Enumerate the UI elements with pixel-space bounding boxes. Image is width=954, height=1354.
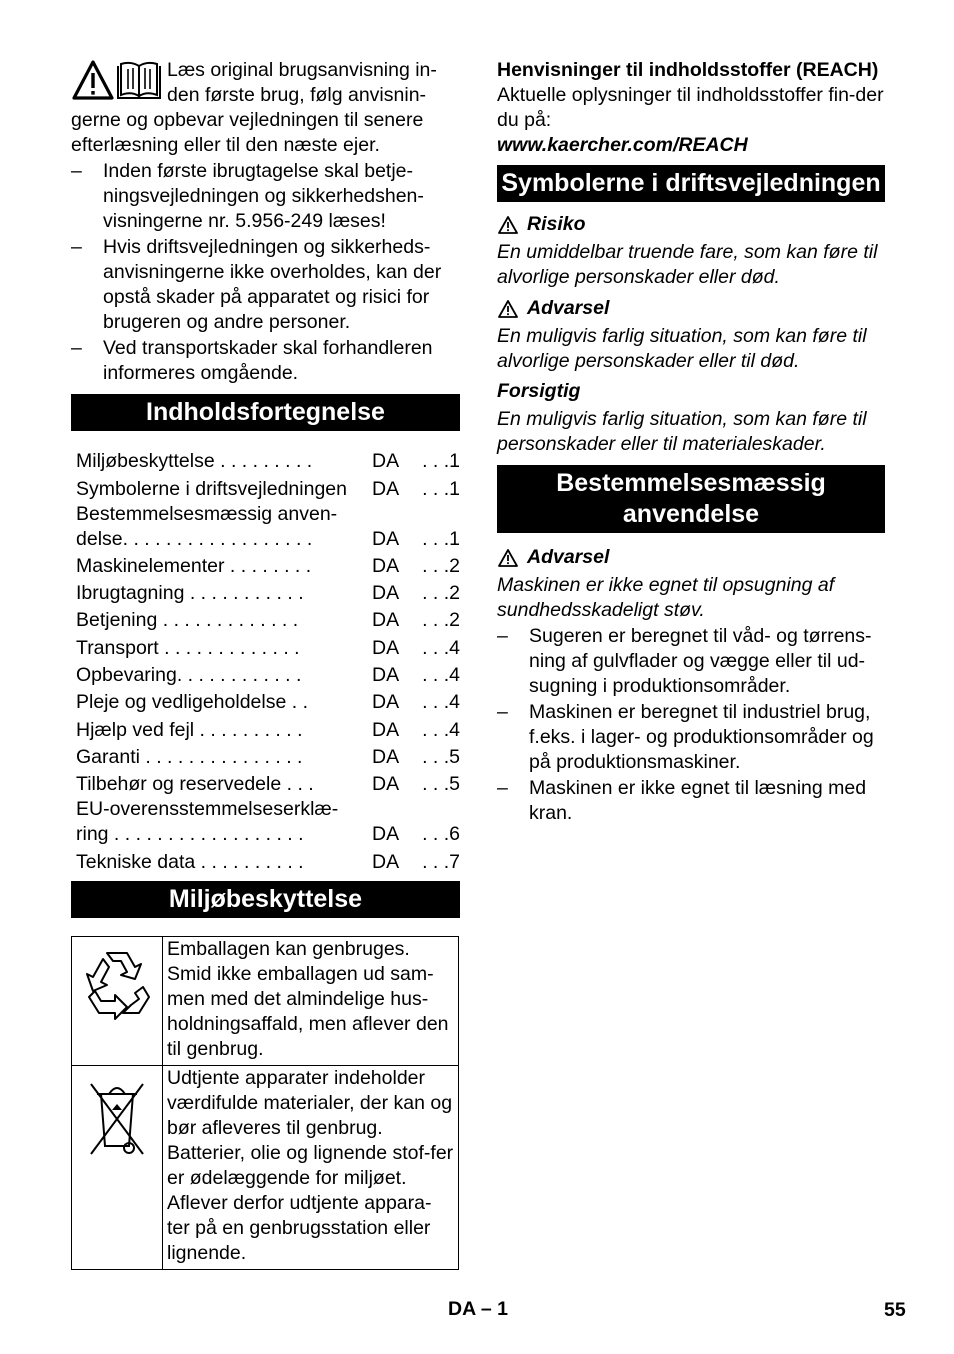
toc-entry-page: . . .1 — [422, 450, 460, 473]
toc-entry[interactable] — [71, 474, 460, 501]
warning-triangle-icon — [497, 215, 519, 235]
list-item: – Inden første ibrugtagelse skal betje-ningsvejledningen og sikkerhedshen-visningerne nr. 5.956-249 læses! — [71, 159, 460, 234]
risk-text: En umiddelbar truende fare, som kan føre til alvorlige personskader eller død. — [497, 241, 878, 288]
recycling-text: Emballagen kan genbruges. Smid ikke emballagen ud sam-men med det almindelige hus-holdningsaffald, men aflever den til genbrug. — [163, 936, 459, 1065]
intended-use-list — [497, 624, 885, 826]
toc-entry-lang: DA — [372, 718, 400, 741]
toc-entry[interactable] — [71, 688, 460, 715]
risk-label: Risiko — [527, 213, 586, 235]
toc-entry[interactable] — [71, 552, 460, 579]
toc-entry-lang: DA — [372, 664, 400, 687]
table-row — [72, 1065, 459, 1269]
warning-label-row — [497, 296, 885, 321]
toc-entry-title: Garanti . . . . . . . . . . . . . . . — [76, 745, 303, 768]
toc-entry-lang: DA — [372, 823, 400, 846]
symbols-heading: Symbolerne i driftsvejledningen — [497, 165, 885, 202]
toc-entry-page: . . .4 — [422, 636, 460, 659]
toc-entry-title: Tilbehør og reservedele . . . — [76, 773, 314, 796]
caution-text: En muligvis farlig situation, som kan føre til personskader eller til materialeskader. — [497, 408, 867, 455]
toc-entry-title: Transport . . . . . . . . . . . . . — [76, 636, 300, 659]
intended-warning-label: Advarsel — [527, 546, 610, 568]
list-item: – Sugeren er beregnet til våd- og tørrens-ning af gulvflader og vægge eller til ud-sugning i produktionsområder. — [497, 624, 885, 699]
list-item: – Ved transportskader skal forhandleren informeres omgående. — [71, 336, 460, 386]
toc-entry-lang: DA — [372, 636, 400, 659]
list-item: – Maskinen er ikke egnet til læsning med kran. — [497, 776, 885, 826]
toc-entry-title: Opbevaring. . . . . . . . . . . . — [76, 664, 302, 687]
list-item: – Hvis driftsvejledningen og sikkerheds-anvisningerne ikke overholdes, kan der opstå skader på apparatet og risici for brugeren og andre personer. — [71, 235, 460, 335]
toc-entry-page: . . .7 — [422, 850, 460, 873]
toc-entry[interactable] — [71, 447, 460, 474]
crossed-out-bin-icon — [81, 1074, 153, 1162]
toc-entry-lang: DA — [372, 582, 400, 605]
toc-entry-page: . . .6 — [422, 823, 460, 846]
toc-entry-title: Miljøbeskyttelse . . . . . . . . . — [76, 450, 313, 473]
intro-block — [71, 58, 460, 386]
bin-cell — [72, 1065, 163, 1269]
toc-entry-title: Tekniske data . . . . . . . . . . — [76, 850, 304, 873]
toc-entry[interactable] — [71, 797, 460, 847]
toc-entry-lang: DA — [372, 450, 400, 473]
environment-table — [71, 936, 459, 1270]
toc-entry-title: Ibrugtagning . . . . . . . . . . . — [76, 582, 304, 605]
caution-label: Forsigtig — [497, 380, 581, 402]
toc-entry[interactable] — [71, 633, 460, 660]
intro-text: Læs original brugsanvisning in-den første brug, følg anvisnin-gerne og opbevar vejledningen til senere efterlæsning eller til den næste ejer. — [71, 59, 437, 156]
toc-entry[interactable] — [71, 847, 460, 874]
table-row — [72, 936, 459, 1065]
intro-icons — [71, 58, 163, 106]
recycling-cell — [72, 936, 163, 1065]
footer-code: DA – 1 — [448, 1298, 508, 1320]
toc-entry-lang: DA — [372, 773, 400, 796]
toc-entry[interactable] — [71, 502, 460, 552]
toc-entry[interactable] — [71, 770, 460, 797]
toc-entry-page: . . .1 — [422, 477, 460, 500]
toc-entry[interactable] — [71, 579, 460, 606]
intended-use-heading: Bestemmelsesmæssig anvendelse — [497, 465, 885, 533]
left-column — [71, 58, 460, 1270]
toc-entry-lang: DA — [372, 609, 400, 632]
toc-entry-title: Betjening . . . . . . . . . . . . . — [76, 609, 299, 632]
risk-label-row — [497, 212, 885, 237]
intended-warning-text: Maskinen er ikke egnet til opsugning af sundhedsskadeligt støv. — [497, 574, 835, 621]
reach-text: Aktuelle oplysninger til indholdsstoffer fin-der du på: — [497, 84, 884, 131]
toc-entry-page: . . .5 — [422, 745, 460, 768]
toc-entry-title: EU-overensstemmelseserklæ- ring . . . . . . . . . . . . . . . . . . — [76, 798, 339, 846]
reach-link[interactable]: www.kaercher.com/REACH — [497, 134, 748, 156]
list-item: – Maskinen er beregnet til industriel brug, f.eks. i lager- og produktionsområder og på produktionsmaskiner. — [497, 700, 885, 775]
toc-entry-title: Bestemmelsesmæssig anven- delse. . . . . . . . . . . . . . . . . . — [76, 502, 338, 550]
toc-entry-title: Maskinelementer . . . . . . . . — [76, 554, 312, 577]
intro-list — [71, 159, 460, 386]
manual-book-icon — [118, 63, 160, 98]
toc-entry-title: Symbolerne i driftsvejledningen — [76, 477, 347, 500]
warning-triangle-icon — [71, 58, 163, 104]
toc-entry-lang: DA — [372, 691, 400, 714]
warning-triangle-icon — [497, 299, 519, 319]
warning-text: En muligvis farlig situation, som kan føre til alvorlige personskader eller til død. — [497, 325, 867, 372]
toc-entry-lang: DA — [372, 554, 400, 577]
toc-entry-title: Hjælp ved fejl . . . . . . . . . . — [76, 718, 303, 741]
toc-entry-page: . . .2 — [422, 609, 460, 632]
toc-entry-page: . . .5 — [422, 773, 460, 796]
toc-entry-lang: DA — [372, 477, 400, 500]
toc-entry-lang: DA — [372, 527, 400, 550]
bin-text: Udtjente apparater indeholder værdifulde materialer, der kan og bør afleveres til genbrug. Batterier, olie og lignende stof-fer er ødelæggende for miljøet. Aflever derfor udtjente appara-ter på en genbrugsstation eller lignende. — [163, 1065, 459, 1269]
toc-entry[interactable] — [71, 743, 460, 770]
warning-label: Advarsel — [527, 297, 610, 319]
toc-entry[interactable] — [71, 715, 460, 742]
environment-heading: Miljøbeskyttelse — [71, 881, 460, 918]
toc-entry-page: . . .1 — [422, 527, 460, 550]
toc-entry-lang: DA — [372, 745, 400, 768]
toc-entry-page: . . .2 — [422, 582, 460, 605]
toc-entry-page: . . .4 — [422, 691, 460, 714]
page-number: 55 — [884, 1299, 906, 1321]
toc-entry-title: Pleje og vedligeholdelse . . — [76, 691, 308, 714]
toc-entry[interactable] — [71, 606, 460, 633]
toc-entry-page: . . .4 — [422, 718, 460, 741]
table-of-contents — [71, 447, 460, 875]
toc-entry-page: . . .4 — [422, 664, 460, 687]
warning-triangle-icon — [497, 548, 519, 568]
toc-heading: Indholdsfortegnelse — [71, 394, 460, 431]
reach-heading: Henvisninger til indholdsstoffer (REACH) — [497, 59, 879, 81]
toc-entry[interactable] — [71, 661, 460, 688]
intended-warning-row — [497, 545, 885, 570]
toc-entry-lang: DA — [372, 850, 400, 873]
right-column — [497, 58, 885, 826]
toc-entry-page: . . .2 — [422, 554, 460, 577]
recycling-icon — [79, 945, 155, 1025]
